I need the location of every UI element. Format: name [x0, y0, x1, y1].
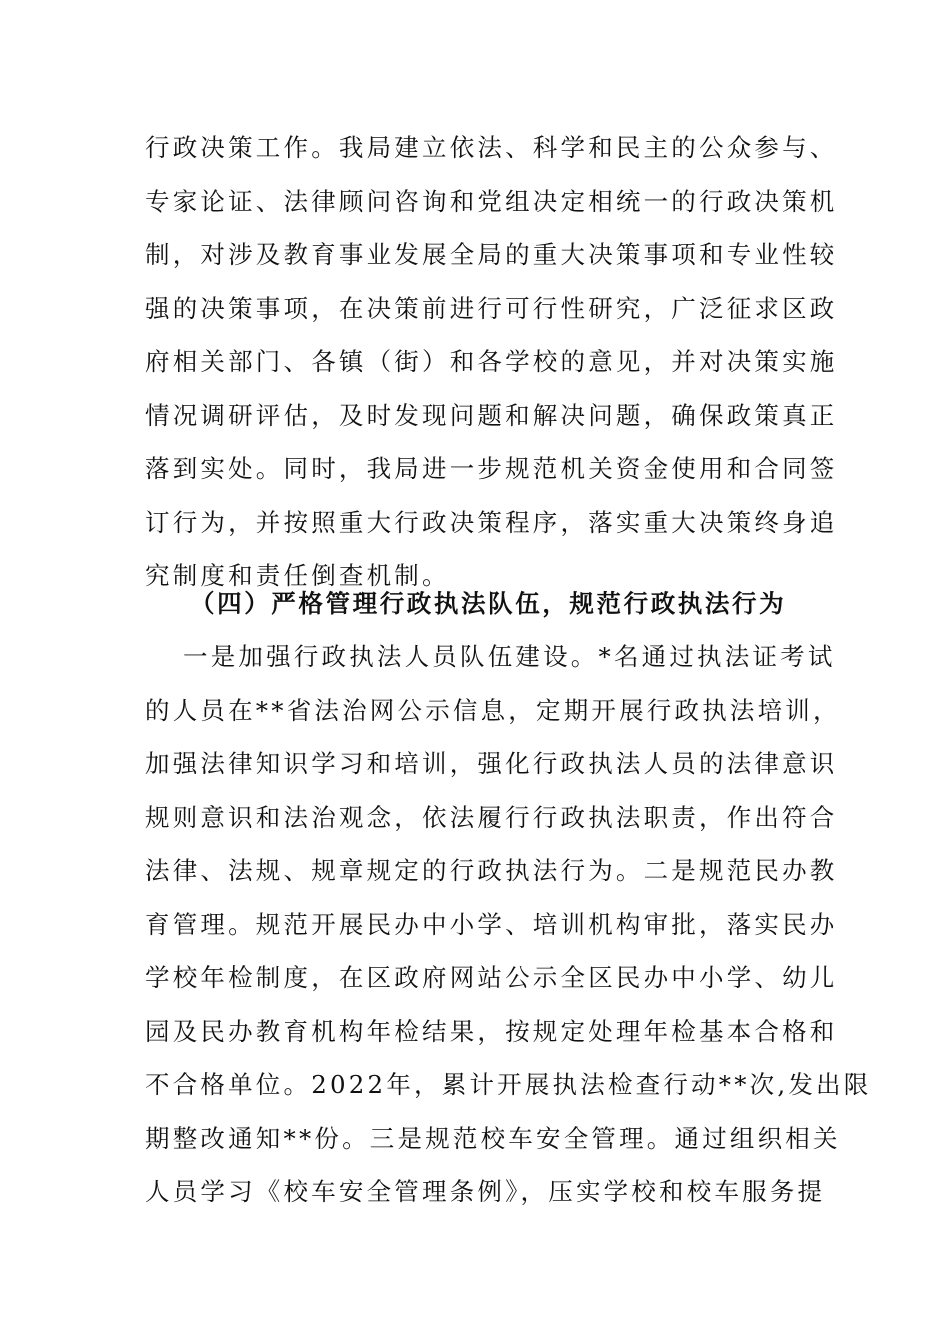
paragraph-administrative-decision: [145, 121, 838, 603]
paragraph-line: 究制度和责任倒查机制。: [145, 561, 450, 590]
paragraph-line: 规则意识和法治观念，依法履行行政执法职责，作出符合: [145, 802, 838, 832]
paragraph-line: 情况调研评估，及时发现问题和解决问题，确保政策真正: [145, 400, 838, 430]
paragraph-line: 期整改通知**份。三是规范校车安全管理。通过组织相关: [145, 1123, 841, 1153]
paragraph-line: 不合格单位。2022年，累计开展执法检查行动**次,发出限: [145, 1070, 872, 1099]
paragraph-line: 园及民办教育机构年检结果，按规定处理年检基本合格和: [145, 1016, 838, 1046]
paragraph-line: 一是加强行政执法人员队伍建设。*名通过执法证考试: [183, 642, 836, 671]
paragraph-line: 府相关部门、各镇（街）和各学校的意见，并对决策实施: [145, 347, 838, 376]
paragraph-line: 制，对涉及教育事业发展全局的重大决策事项和专业性较: [145, 240, 838, 269]
paragraph-line: 行政决策工作。我局建立依法、科学和民主的公众参与、: [145, 133, 838, 162]
paragraph-line: 强的决策事项，在决策前进行可行性研究，广泛征求区政: [145, 293, 838, 323]
paragraph-line: 法律、法规、规章规定的行政执法行为。二是规范民办教: [145, 856, 838, 885]
section-heading: （四）严格管理行政执法队伍，规范行政执法行为: [190, 589, 787, 618]
paragraph-line: 育管理。规范开展民办中小学、培训机构审批，落实民办: [145, 909, 838, 939]
paragraph-line: 落到实处。同时，我局进一步规范机关资金使用和合同签: [145, 454, 838, 483]
paragraph-line: 专家论证、法律顾问咨询和党组决定相统一的行政决策机: [145, 186, 838, 216]
paragraph-line: 订行为，并按照重大行政决策程序，落实重大决策终身追: [145, 507, 838, 537]
paragraph-law-enforcement: [145, 630, 872, 1219]
paragraph-line: 的人员在**省法治网公示信息，定期开展行政执法培训，: [145, 695, 841, 725]
paragraph-line: 学校年检制度，在区政府网站公示全区民办中小学、幼儿: [145, 963, 838, 992]
paragraph-line: 人员学习《校车安全管理条例》，压实学校和校车服务提: [145, 1177, 826, 1206]
paragraph-line: 加强法律知识学习和培训，强化行政执法人员的法律意识: [145, 749, 838, 778]
